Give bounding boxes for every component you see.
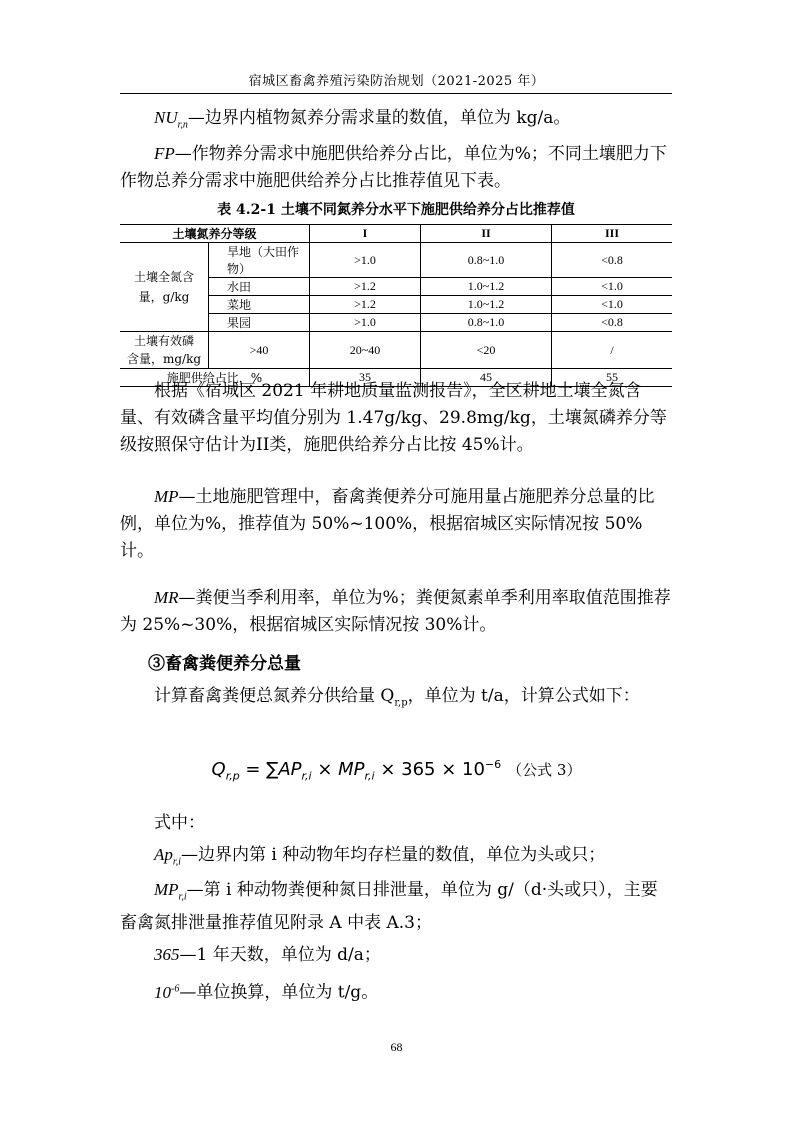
table-cell: 45 bbox=[421, 369, 552, 387]
table-row bbox=[120, 332, 672, 369]
table-cell: >40 bbox=[209, 332, 310, 369]
table-cell: <20 bbox=[421, 332, 552, 369]
col-header-3: III bbox=[552, 225, 673, 243]
paragraph-mp-definition: MP—土地施肥管理中，畜禽粪便养分可施用量占施肥养分总量的比例，单位为%，推荐值为 50%~100%，根据宿城区实际情况按 50%计。 bbox=[120, 487, 655, 561]
nitrogen-label: 土壤全氮含 量，g/kg bbox=[120, 243, 209, 332]
table-cell: <0.8 bbox=[552, 243, 673, 278]
land-type: 果园 bbox=[209, 314, 310, 332]
table-cell: 20~40 bbox=[310, 332, 421, 369]
grade-header: 土壤氮养分等级 bbox=[120, 225, 310, 243]
table-cell: <1.0 bbox=[552, 278, 673, 296]
paragraph-ap-definition: $Ap_{r,i}—$边界内第 i 种动物年均存栏量的数值，单位为头或只； bbox=[154, 845, 606, 868]
paragraph-where: 式中： bbox=[154, 813, 205, 833]
table-cell: 1.0~1.2 bbox=[421, 278, 552, 296]
table-cell: >1.2 bbox=[310, 278, 421, 296]
phosphorus-label: 土壤有效磷 含量，mg/kg bbox=[120, 332, 209, 369]
paragraph-q-intro: 计算畜禽粪便总氮养分供给量 $Q_{r,p}$，单位为 t/a，计算公式如下： bbox=[154, 686, 640, 709]
paragraph-monitoring-report: 根据《宿城区 2021 年耕地质量监测报告》，全区耕地土壤全氮含量、有效磷含量平均值分别为 1.47g/kg、29.8mg/kg，土壤氮磷养分等级按照保守估计为II类，施肥供给养分占比按 45%计。 bbox=[120, 381, 667, 455]
formula-3: $Q_{r,p} = \sum AP_{r,i} \times MP_{r,i} \times 365 \times 10^{-6}$ （公式 3） bbox=[211, 758, 582, 783]
table-caption: 表 4.2-1 土壤不同氮养分水平下施肥供给养分占比推荐值 bbox=[217, 202, 575, 218]
supply-label: 施肥供给占比，% bbox=[120, 369, 310, 387]
nutrient-table bbox=[120, 224, 672, 387]
table-cell: / bbox=[552, 332, 673, 369]
section-heading: ③畜禽粪便养分总量 bbox=[148, 654, 301, 674]
header-rule bbox=[120, 93, 672, 94]
variable-label: $MP_{r,i}$ bbox=[154, 880, 187, 903]
paragraph-mp-ri-definition: $MP_{r,i}—$第 i 种动物粪便种氮日排泄量，单位为 g/（d·头或只），主要畜禽氮排泄量推荐值见附录 A 中表 A.3； bbox=[120, 880, 658, 934]
table-cell: >1.2 bbox=[310, 296, 421, 314]
paragraph-unit-conversion: $10^{-6}—$单位换算，单位为 t/g。 bbox=[154, 982, 379, 1003]
table-cell: 0.8~1.0 bbox=[421, 243, 552, 278]
variable-label: $NU_{r,n}$ bbox=[154, 108, 188, 131]
table-header-row bbox=[120, 225, 672, 243]
variable-label: MP bbox=[154, 487, 179, 506]
paragraph-365-definition: 365—1 年天数，单位为 d/a； bbox=[154, 945, 381, 965]
land-type: 菜地 bbox=[209, 296, 310, 314]
page-header: 宿城区畜禽养殖污染防治规划（2021-2025 年） bbox=[248, 74, 545, 89]
table-cell: >1.0 bbox=[310, 243, 421, 278]
table-cell: 35 bbox=[310, 369, 421, 387]
formula-number: （公式 3） bbox=[507, 761, 582, 779]
variable-label: $10^{-6}$ bbox=[154, 982, 180, 1002]
table-cell: <1.0 bbox=[552, 296, 673, 314]
land-type: 水田 bbox=[209, 278, 310, 296]
table-cell: 1.0~1.2 bbox=[421, 296, 552, 314]
table-row bbox=[120, 243, 672, 278]
table-cell: 0.8~1.0 bbox=[421, 314, 552, 332]
variable-label: $Ap_{r,i}$ bbox=[154, 845, 181, 868]
paragraph-mr-definition: MR—粪便当季利用率，单位为%；粪便氮素单季利用率取值范围推荐为 25%~30%，根据宿城区实际情况按 30%计。 bbox=[120, 588, 671, 635]
page-number: 68 bbox=[390, 1040, 403, 1054]
paragraph-nu-definition: $NU_{r,n}—$边界内植物氮养分需求量的数值，单位为 kg/a。 bbox=[154, 108, 571, 131]
variable-label: FP bbox=[154, 144, 175, 163]
paragraph-fp-definition: FP—作物养分需求中施肥供给养分占比，单位为%；不同土壤肥力下作物总养分需求中施肥供给养分占比推荐值见下表。 bbox=[120, 144, 667, 191]
col-header-1: I bbox=[310, 225, 421, 243]
variable-label: 365 bbox=[154, 945, 180, 964]
table-cell: 55 bbox=[552, 369, 673, 387]
table-cell: <0.8 bbox=[552, 314, 673, 332]
land-type: 旱地（大田作物） bbox=[209, 243, 310, 278]
table-cell: >1.0 bbox=[310, 314, 421, 332]
variable-label: MR bbox=[154, 588, 179, 607]
col-header-2: II bbox=[421, 225, 552, 243]
